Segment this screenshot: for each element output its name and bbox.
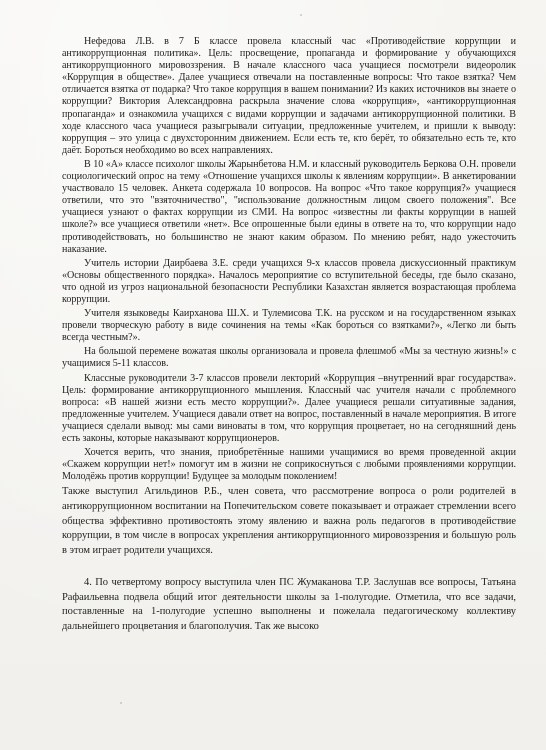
paragraph-survey-10a: В 10 «А» классе психолог школы Жарынбетова Н.М. и классный руководитель Беркова О.Н. провели социологический опрос на тему «Отношение учащихся школы к явлениям коррупции». В анкетировании участвовало 15 человек. Анкета содержала 10 вопросов. На вопрос «Что такое коррупция?» учащиеся ответили, что это "взяточничество", "использование должностным лицом своего положения". Все учащиеся узнают о фактах коррупции из СМИ. На вопрос «известны ли факты коррупции в нашей школе?» все учащиеся ответили «нет». Все опрошенные были едины в ответе на то, что коррупции надо противодействовать, но большинство не знают каким образом. По мнению ребят, надо ужесточить наказание. (62, 158, 516, 255)
paragraph-council-member: Также выступил Агильдинов Р.Б., член совета, что рассмотрение вопроса о роли родителей в антикоррупционном воспитании на Попечительском совете показывает и отражает стремлении всего общества эффективно противостоять этому явлению и важна роль педагогов в противодействие коррупции, в том числе в вопросах укрепления антикоррупционного мировоззрения и большую роль в этом играет родители учащихся. (62, 486, 516, 556)
paragraph-conclusion: Хочется верить, что знания, приобретённые нашими учащимися во время проведенной акции «Скажем коррупции нет!» помогут им в жизни не соприкоснуться с любыми проявлениями коррупции. Молодёжь против коррупции! Будущее за молодым поколением! (62, 447, 516, 483)
paragraph-item-4: 4. По четвертому вопросу выступила член ПС Жумаканова Т.Р. Заслушав все вопросы, Татьяна Рафаильевна подвела общий итог деятельности школы за 1-полугодие. Отметила, что все задачи, поставленные на 1-полугодие успешно выполнены и пожелала педагогическому коллективу дальнейшего процветания и благополучия. Так же высоко (62, 577, 516, 632)
paragraph-flashmob: На большой перемене вожатая школы организовала и провела флешмоб «Мы за честную жизнь!» с учащимися 5-11 классов. (62, 346, 516, 370)
scan-speck (120, 702, 122, 704)
paragraph-language-teachers: Учителя языковеды Каирханова Ш.Х. и Тулемисова Т.К. на русском и на государственном языках провели творческую работу в виде сочинения на темы «Как бороться со взятками?», «Легко ли быть всегда честным?». (62, 308, 516, 344)
paragraph-nefedova: Нефедова Л.В. в 7 Б классе провела классный час «Противодействие коррупции и антикоррупционная политика». Цель: просвещение, пропаганда и формирование у обучающихся антикоррупционного мировоззрения. В начале классного часа учащиеся посмотрели видеоролик «Коррупция в обществе». Далее учащиеся отвечали на поставленные вопросы: Что такое взятка? Чем отличается взятка от подарка? Что такое коррупция в вашем понимании? Из каких источников вы знаете о коррупции? Виктория Александровна раскрыла значение слова «коррупция», «антикоррупционная пропаганда» и ознакомила учащихся с видами коррупции и задачами антикоррупционной политики. В ходе классного часа учащиеся разыгрывали ситуации, предложенные учителем, и пришли к выводу: коррупция – это улица с двухсторонним движением. Если есть те, кто берёт, то обязательно есть те, кто даёт. Бороться необходимо во всех направлениях. (62, 36, 516, 156)
paragraph-lecture: Классные руководители 3-7 классов провели лекторий «Коррупция –внутренний враг государства». Цель: формирование антикоррупционного мышления. Классный час учителя начали с проблемного вопроса: «В нашей жизни есть место коррупции?». Далее учащиеся решали ситуативные задания, предложенные учителем. Учащиеся давали ответ на вопрос, поставленный в начале мероприятия. В итоге учащиеся сделали вывод: мы сами виноваты в том, что коррупция процветает, но на сегодняшний день есть законы, которые наказывают коррупционеров. (62, 372, 516, 444)
scan-speck (300, 14, 302, 16)
paragraph-history-teacher: Учитель истории Даирбаева З.Е. среди учащихся 9-х классов провела дискуссионный практикум «Основы общественного порядка». Началось мероприятие со вступительной беседы, где было сказано, что одной из угроз национальной безопасности Республики Казахстан является возрастающая проблема коррупции. (62, 257, 516, 305)
scan-speck (486, 412, 488, 414)
